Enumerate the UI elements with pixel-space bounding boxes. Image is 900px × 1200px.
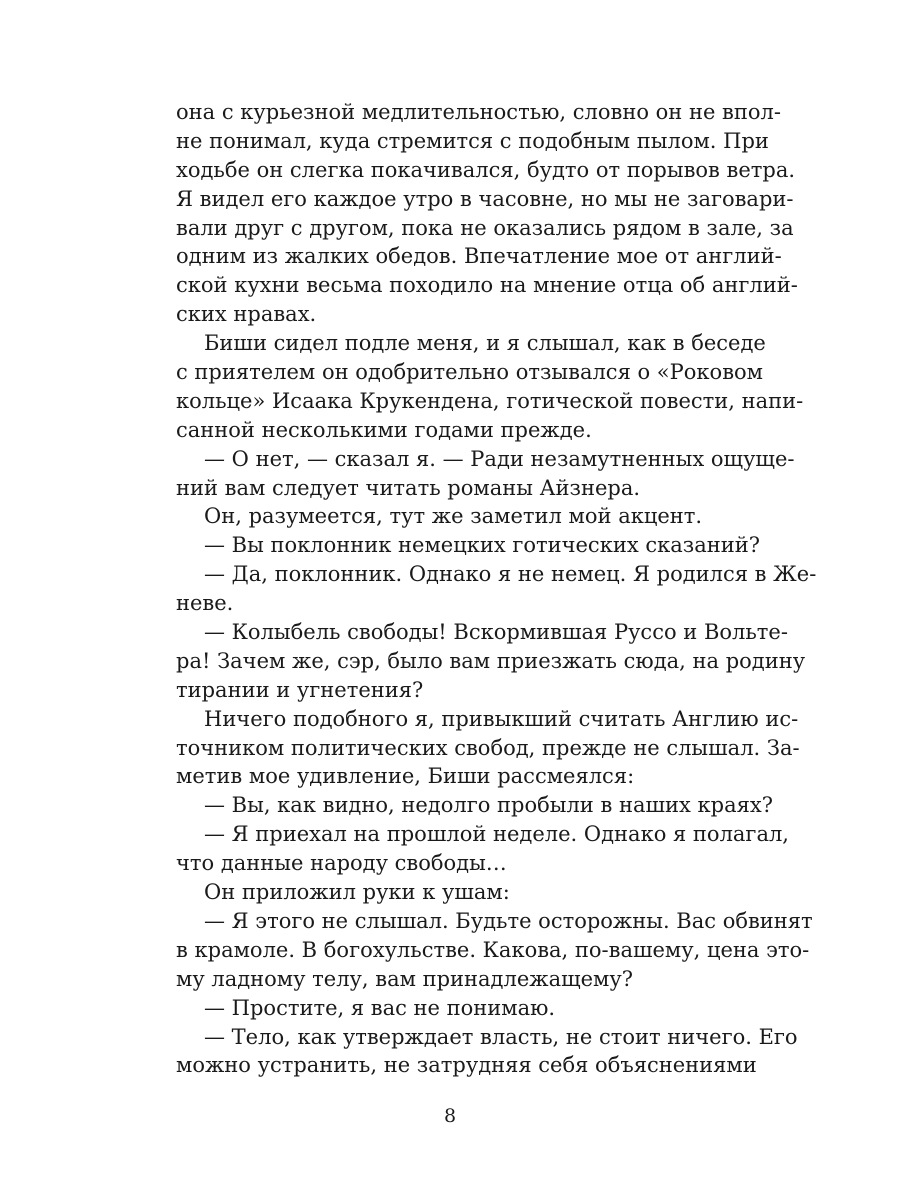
- text-line: му ладному телу, вам принадлежащему?: [176, 966, 633, 991]
- text-line: одним из жалких обедов. Впечатление мое от англий-: [176, 244, 782, 269]
- text-line: — Вы, как видно, недолго пробыли в наших краях?: [204, 793, 773, 818]
- page-number: 8: [443, 1105, 457, 1127]
- text-line: — Да, поклонник. Однако я не немец. Я родился в Же-: [204, 562, 817, 587]
- text-line: Биши сидел подле меня, и я слышал, как в беседе: [204, 331, 766, 356]
- text-line: — Вы поклонник немецких готических сказаний?: [204, 533, 760, 558]
- text-line: не понимал, куда стремится с подобным пылом. При: [176, 128, 769, 153]
- text-line: тирании и угнетения?: [176, 677, 424, 702]
- text-line: ра! Зачем же, сэр, было вам приезжать сюда, на родину: [176, 648, 806, 673]
- text-line: вали друг с другом, пока не оказались рядом в зале, за: [176, 215, 794, 240]
- text-line: Он, разумеется, тут же заметил мой акцент.: [204, 504, 703, 529]
- text-line: ской кухни весьма походило на мнение отца об англий-: [176, 273, 798, 298]
- text-line: в крамоле. В богохульстве. Какова, по-вашему, цена это-: [176, 937, 810, 962]
- text-line: Я видел его каждое утро в часовне, но мы не заговари-: [176, 186, 794, 211]
- text-line: — О нет, — сказал я. — Ради незамутненных ощуще-: [204, 446, 795, 471]
- text-line: кольце» Исаака Крукендена, готической повести, напи-: [176, 388, 804, 413]
- text-line: санной несколькими годами прежде.: [176, 417, 592, 442]
- text-line: — Колыбель свободы! Вскормившая Руссо и Вольте-: [204, 620, 788, 645]
- text-line: ходьбе он слегка покачивался, будто от порывов ветра.: [176, 157, 796, 182]
- text-line: метив мое удивление, Биши рассмеялся:: [176, 764, 635, 789]
- text-line: ний вам следует читать романы Айзнера.: [176, 475, 641, 500]
- text-line: она с курьезной медлительностью, словно он не впол-: [176, 100, 781, 124]
- body-text: [176, 98, 817, 1080]
- text-line: — Я приехал на прошлой неделе. Однако я полагал,: [204, 822, 789, 847]
- text-line: что данные народу свободы…: [176, 851, 507, 876]
- text-line: можно устранить, не затрудняя себя объяснениями: [176, 1053, 757, 1078]
- text-line: с приятелем он одобрительно отзывался о «Роковом: [176, 360, 763, 385]
- text-line: — Простите, я вас не понимаю.: [204, 995, 556, 1020]
- text-line: Он приложил руки к ушам:: [204, 880, 510, 905]
- text-line: ских нравах.: [176, 302, 317, 327]
- text-line: — Я этого не слышал. Будьте осторожны. Вас обвинят: [204, 908, 813, 933]
- text-line: точником политических свобод, прежде не слышал. За-: [176, 735, 800, 760]
- text-line: Ничего подобного я, привыкший считать Англию ис-: [204, 706, 799, 731]
- text-line: неве.: [176, 591, 234, 616]
- text-line: — Тело, как утверждает власть, не стоит ничего. Его: [204, 1024, 798, 1049]
